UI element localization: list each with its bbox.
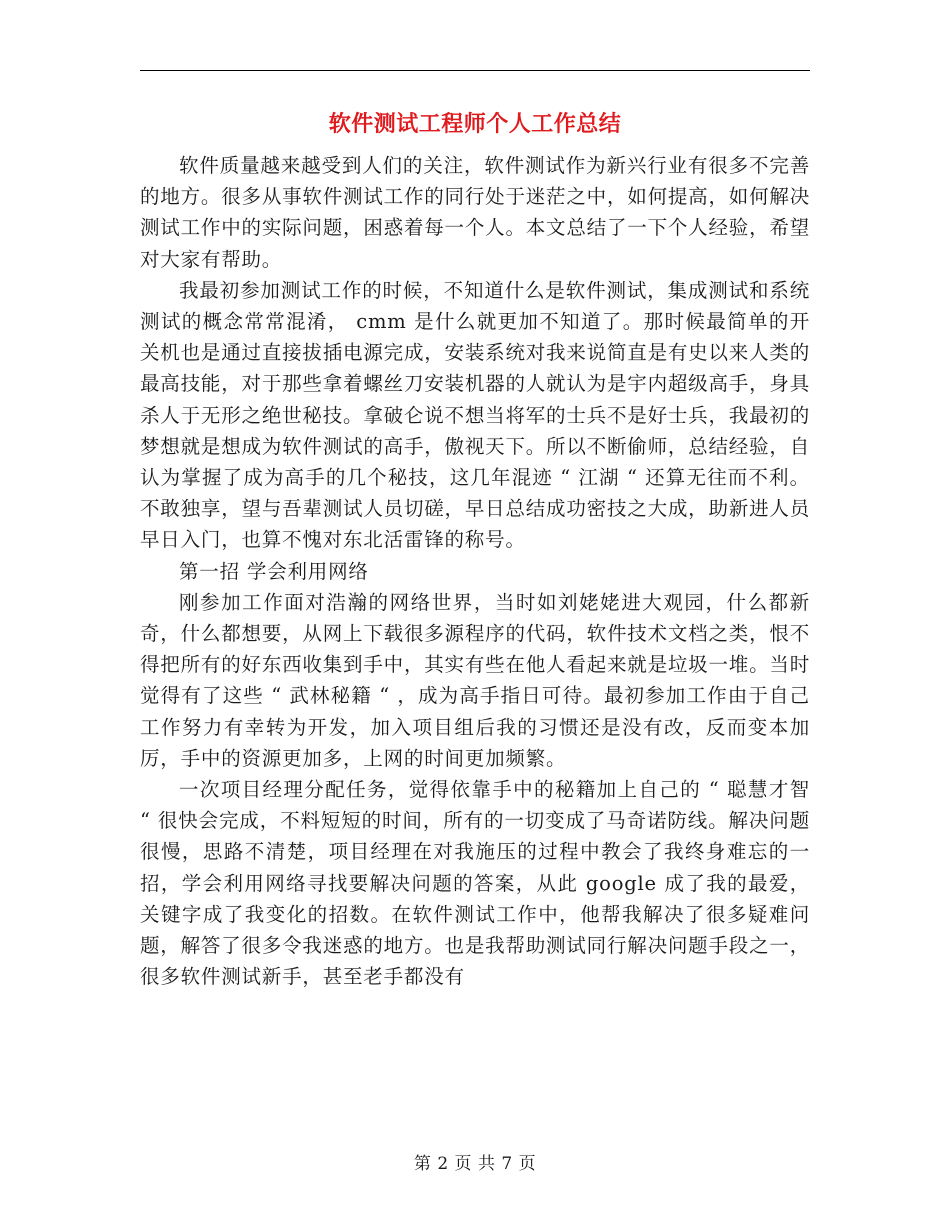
- footer-prefix: 第: [413, 1154, 432, 1174]
- paragraph-intro: 软件质量越来越受到人们的关注，软件测试作为新兴行业有很多不完善的地方。很多从事软件测试工作的同行处于迷茫之中，如何提高，如何解决测试工作中的实际问题，困惑着每一个人。本文总结了一下个人经验，希望对大家有帮助。: [140, 154, 810, 271]
- paragraph-background: 我最初参加测试工作的时候，不知道什么是软件测试，集成测试和系统测试的概念常常混淆， cmm 是什么就更加不知道了。那时候最简单的开关机也是通过直接拔插电源完成，安装系统对我来说简直是有史以来人类的最高技能，对于那些拿着螺丝刀安装机器的人就认为是宇内超级高手，身具杀人于无形之绝世秘技。拿破仑说不想当将军的士兵不是好士兵，我最初的梦想就是想成为软件测试的高手，傲视天下。所以不断偷师，总结经验，自认为掌握了成为高手的几个秘技，这几年混迹 “ 江湖 “ 还算无往而不利。不敢独享，望与吾辈测试人员切磋，早日总结成功密技之大成，助新进人员早日入门，也算不愧对东北活雷锋的称号。: [140, 278, 810, 552]
- footer-suffix: 页: [518, 1154, 537, 1174]
- paragraph-lesson: 一次项目经理分配任务，觉得依靠手中的秘籍加上自己的 “ 聪慧才智 “ 很快会完成，不料短短的时间，所有的一切变成了马奇诺防线。解决问题很慢，思路不清楚，项目经理在对我施压的过程中教会了我终身难忘的一招，学会利用网络寻找要解决问题的答案，从此 google 成了我的最爱，关键字成了我变化的招数。在软件测试工作中，他帮我解决了很多疑难问题，解答了很多令我迷惑的地方。也是我帮助测试同行解决问题手段之一，很多软件测试新手，甚至老手都没有: [140, 778, 810, 989]
- section-heading: 第一招 学会利用网络: [179, 559, 369, 583]
- footer-current-page: 2: [437, 1154, 449, 1174]
- footer-total-pages: 7: [501, 1154, 513, 1174]
- document-body: [140, 150, 810, 992]
- document-title: 软件测试工程师个人工作总结: [328, 112, 622, 137]
- page-number-footer: [0, 1152, 950, 1176]
- paragraph-network: 刚参加工作面对浩瀚的网络世界，当时如刘姥姥进大观园，什么都新奇，什么都想要，从网上下载很多源程序的代码，软件技术文档之类，恨不得把所有的好东西收集到手中，其实有些在他人看起来就是垃圾一堆。当时觉得有了这些 “ 武林秘籍 “ ，成为高手指日可待。最初参加工作由于自己工作努力有幸转为开发，加入项目组后我的习惯还是没有改，反而变本加厉，手中的资源更加多，上网的时间更加频繁。: [140, 590, 810, 770]
- footer-middle: 页 共: [454, 1154, 496, 1174]
- header-rule: [140, 70, 810, 71]
